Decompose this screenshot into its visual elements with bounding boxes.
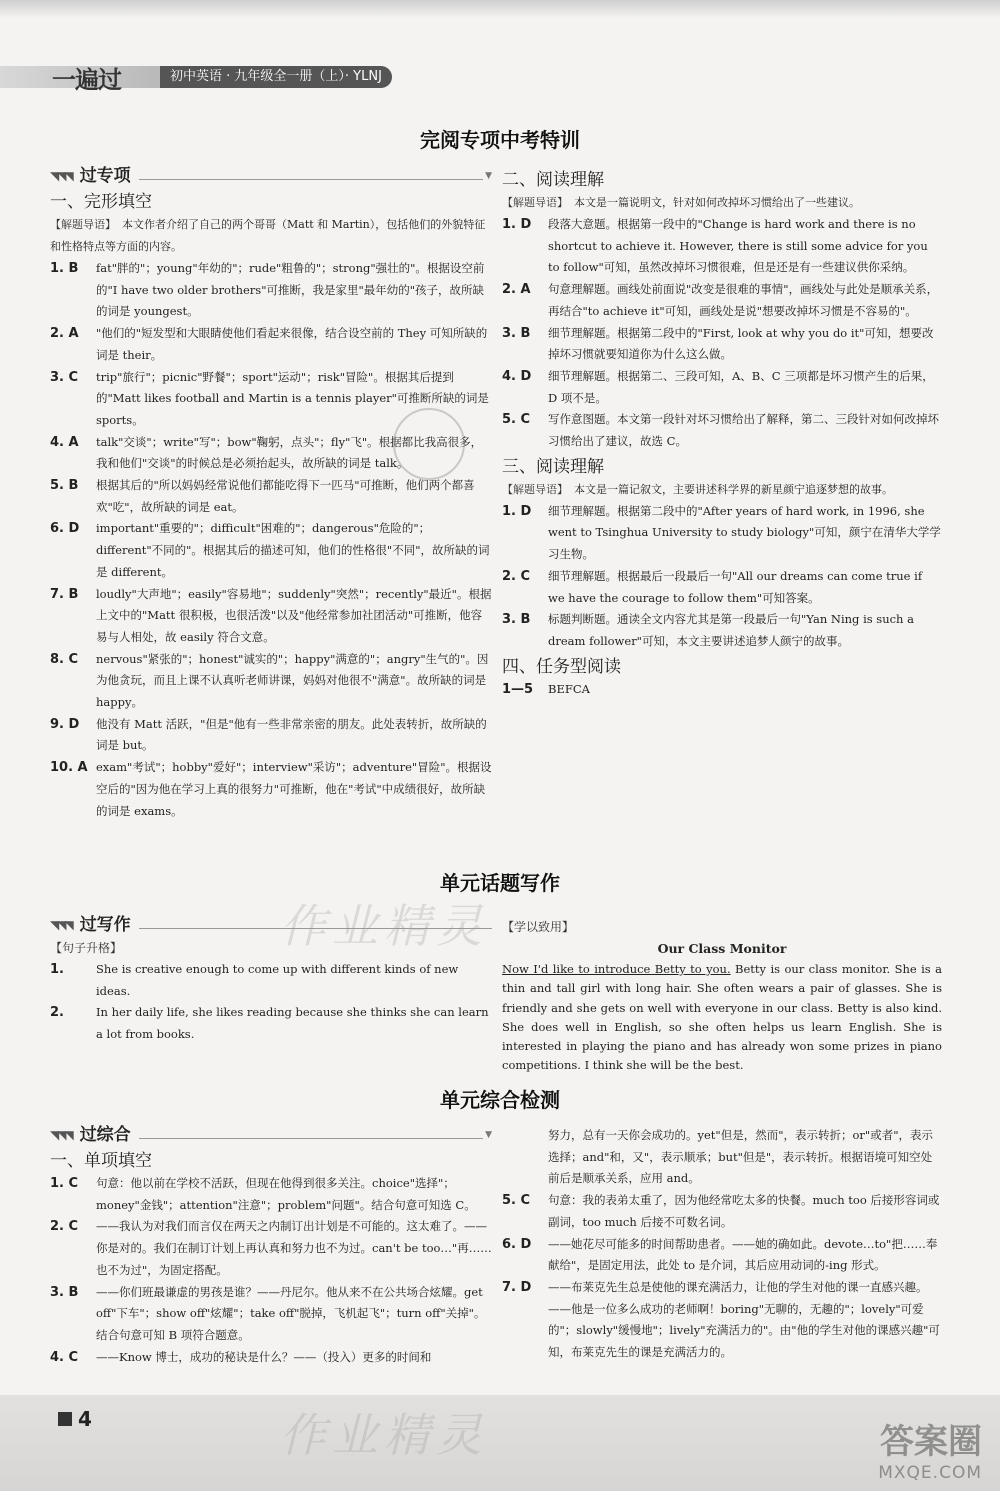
answer-num: 7. B — [50, 586, 79, 602]
answer-num: 5. C — [502, 1193, 531, 1209]
tag-label: 过综合 — [79, 1125, 131, 1146]
stamp-watermark — [393, 408, 465, 480]
section-title-writing: 单元话题写作 — [440, 871, 560, 895]
answer-text: 句意理解题。画线处前面说"改变是很难的事情"，画线处与此处是顺承关系，再结合"to achieve it"可知，画线处是说"想要改掉坏习惯是不容易的"。 — [548, 282, 939, 318]
header-logo: 一遍过 — [52, 66, 121, 94]
answer-text: 句意：他以前在学校不活跃，但现在他得到很多关注。choice"选择"；money"金钱"；attention"注意"；problem"问题"。结合句意可知选 C。 — [96, 1176, 476, 1212]
answer-num: 4. D — [502, 368, 532, 384]
single-choice-answers-right — [502, 1190, 942, 1364]
test-left-column — [50, 1125, 492, 1368]
answer-num: 6. D — [50, 521, 80, 537]
continued-answer — [502, 1125, 942, 1190]
reading-2-answers — [502, 214, 942, 453]
answer-num: 9. D — [50, 716, 80, 732]
guide-text: 本文是一篇记叙文，主要讲述科学界的新星颜宁追逐梦想的故事。 — [574, 482, 893, 496]
answer-text: BEFCA — [548, 681, 590, 696]
answer-num: 3. B — [502, 325, 531, 341]
sub-title-reading-3: 三、阅读理解 — [502, 456, 604, 477]
guide-text: 本文作者介绍了自己的两个哥哥（Matt 和 Martin），包括他们的外貌特征和性格特点等方面的内容。 — [50, 218, 486, 253]
answer-text: She is creative enough to come up with different kinds of new ideas. — [96, 962, 459, 998]
guide-label: 【解题导语】 — [502, 196, 568, 209]
answer-item — [50, 649, 492, 714]
tag-divider — [139, 1138, 483, 1139]
answer-text: loudly"大声地"；easily"容易地"；suddenly"突然"；recently"最近"。根据上文中的"Matt 很积极，也很活泼"以及"他经常参加社团活动"可推断，他容易与人相处，故 easily 符合文意。 — [96, 586, 492, 644]
answer-text: In her daily life, she likes reading because she thinks she can learn a lot from books. — [96, 1005, 489, 1042]
header-subtitle: 初中英语 · 九年级全一册（上）· YLNJ — [160, 66, 392, 88]
answer-item — [50, 714, 492, 757]
answer-text: ——你们班最谦虚的男孩是谁？——丹尼尔。他从来不在公共场合炫耀。get off"下车"；show off"炫耀"；take off"脱掉，飞机起飞"；turn off"关掉"。结合句意可知 B 项符合题意。 — [96, 1284, 486, 1342]
test-right-column — [502, 1125, 942, 1364]
answer-num: 3. B — [502, 612, 531, 628]
guide-reading-3 — [502, 479, 942, 501]
answer-item — [50, 1002, 492, 1045]
answer-item — [50, 518, 492, 583]
answer-num: 1—5 — [502, 681, 534, 697]
answer-item — [50, 959, 492, 1002]
answer-item — [50, 1216, 492, 1281]
answer-text: 细节理解题。根据最后一段最后一句"All our dreams can come true if we have the courage to follow them"可知答案。 — [548, 568, 923, 605]
answer-num: 4. C — [50, 1349, 79, 1365]
answer-text: ——Know 博士，成功的秘诀是什么？——（投入）更多的时间和 — [96, 1349, 432, 1364]
page-header — [0, 60, 470, 92]
right-top-column — [502, 166, 942, 700]
tag-guo-zhuanxiang — [50, 166, 492, 188]
answer-text: 细节理解题。根据第二、三段可知，A、B、C 三项都是坏习惯产生的后果，D 项不是。 — [548, 368, 934, 405]
answer-text: nervous"紧张的"；honest"诚实的"；happy"满意的"；angry"生气的"。因为他贪玩，而且上课不认真听老师讲课，妈妈对他很不"满意"。故所缺的词是 happy。 — [96, 651, 489, 710]
writing-right-column — [502, 916, 942, 1076]
tag-label: 过专项 — [79, 166, 131, 187]
tag-arrow-icon: ▼ — [485, 171, 492, 182]
answer-text: ——布莱克先生总是使他的课充满活力，让他的学生对他的课一直感兴趣。——他是一位多么成功的老师啊！boring"无聊的，无趣的"；lovely"可爱的"；slowly"缓慢地"；lively"充满活力的"。由"他的学生对他的课感兴趣"可知，布莱克先生的课是充满活力的。 — [548, 1279, 940, 1360]
answer-num: 3. C — [50, 369, 79, 385]
tag-mark-icon: ◥◥◥ — [50, 169, 72, 184]
watermark-text-mid: 作业精灵 — [280, 899, 488, 953]
answer-num: 4. A — [50, 434, 79, 450]
essay-body — [502, 960, 942, 1076]
answer-item — [502, 609, 942, 652]
answer-item — [502, 566, 942, 609]
cloze-answers — [50, 258, 492, 822]
answer-text: important"重要的"；difficult"困难的"；dangerous"危险的"；different"不同的"。根据其后的描述可知，他们的性格很"不同"，故所缺的词是 different。 — [96, 521, 490, 579]
essay-rest: Betty is our class monitor. She is a thin and tall girl with long hair. She often wears a pair of glasses. She is friendly and she gets on well with everyone in our class. Betty is also kind. She does well in English, so she often helps us learn English. She is interested in playing the piano and has already won some prizes in piano competitions. I think she will be the best. — [502, 962, 942, 1073]
answer-num: 1. B — [50, 261, 79, 276]
answer-item — [502, 1277, 942, 1364]
answer-num: 1. C — [50, 1176, 79, 1191]
page-number — [58, 1407, 92, 1431]
sentence-upgrade-answers — [50, 959, 492, 1046]
answer-num: 5. C — [502, 412, 531, 428]
reading-3-answers — [502, 501, 942, 653]
answer-text: 句意：我的表弟太重了，因为他经常吃太多的快餐。much too 后接形容词或副词，too much 后接不可数名词。 — [548, 1193, 940, 1229]
sub-title-task-reading: 四、任务型阅读 — [502, 656, 621, 677]
answer-text: 他没有 Matt 活跃，"但是"他有一些非常亲密的朋友。此处表转折，故所缺的词是 but。 — [96, 716, 487, 753]
guide-text: 本文是一篇说明文，针对如何改掉坏习惯给出了一些建议。 — [574, 196, 860, 209]
tag-guo-zonghe — [50, 1125, 492, 1147]
page-footer — [0, 1395, 1000, 1491]
answer-item — [502, 279, 942, 322]
watermark-text-footer: 作业精灵 — [280, 1408, 488, 1462]
sub-title-reading-2: 二、阅读理解 — [502, 170, 604, 190]
answer-num: 10. A — [50, 760, 88, 776]
small-tag-apply: 【学以致用】 — [502, 920, 575, 934]
answer-num: 8. C — [50, 651, 79, 667]
answer-num: 6. D — [502, 1236, 532, 1252]
answer-text: exam"考试"；hobby"爱好"；interview"采访"；adventure"冒险"。根据设空后的"因为他在学习上真的很努力"可推断，他在"考试"中成绩很好，故所缺的词是 exams。 — [96, 760, 492, 818]
tag-label: 过写作 — [79, 915, 131, 936]
essay-title: Our Class Monitor — [657, 941, 787, 956]
answer-num: 2. C — [50, 1219, 79, 1235]
answer-item — [502, 1190, 942, 1233]
section-title-reading: 完阅专项中考特训 — [420, 128, 580, 152]
answer-text: ——她花尽可能多的时间帮助患者。——她的确如此。devote…to"把……奉献给"，是固定用法，此处 to 是介词，其后应用动词的-ing 形式。 — [548, 1236, 938, 1273]
answer-num: 2. A — [502, 282, 531, 298]
answer-num: 5. B — [50, 478, 79, 494]
answer-item — [502, 409, 942, 452]
answer-item — [502, 323, 942, 366]
answer-num: 1. D — [502, 503, 532, 519]
answer-text: 写作意图题。本文第一段针对坏习惯给出了解释，第二、三段针对如何改掉坏习惯给出了建议，故选 C。 — [548, 412, 939, 449]
task-reading-answer — [502, 679, 942, 701]
answer-item — [502, 501, 942, 566]
answer-num: 7. D — [502, 1279, 532, 1295]
answer-text: 标题判断题。通读全文内容尤其是第一段最后一句"Yan Ning is such a dream follower"可知，本文主要讲述追梦人颜宁的故事。 — [548, 612, 914, 648]
guide-label: 【解题导语】 — [50, 218, 116, 231]
small-tag-sentence-upgrade: 【句子升格】 — [50, 941, 123, 955]
brand-line-1: 答案圈 — [880, 1422, 982, 1462]
section-title-test: 单元综合检测 — [440, 1088, 560, 1112]
page-number-text: 4 — [78, 1407, 92, 1431]
answer-text: ——我认为对我们而言仅在两天之内制订出计划是不可能的。这太难了。——你是对的。我们在制订计划上再认真和努力也不为过。can't be too…"再……也不为过"，为固定搭配。 — [96, 1219, 492, 1277]
answer-text: talk"交谈"；write"写"；bow"鞠躬，点头"；fly"飞"。根据都比我高很多，我和他们"交谈"的时候总是必须抬起头，故所缺的词是 talk。 — [96, 434, 483, 471]
answer-num: 2. A — [50, 326, 79, 342]
single-choice-answers-left — [50, 1173, 492, 1368]
tag-mark-icon: ◥◥◥ — [50, 1128, 72, 1143]
answer-item — [50, 584, 492, 649]
answer-text: "他们的"短发型和大眼睛使他们看起来很像，结合设空前的 They 可知所缺的词是 their。 — [96, 326, 488, 362]
guide-label: 【解题导语】 — [502, 482, 568, 496]
tag-divider — [139, 179, 483, 180]
answer-item — [50, 1173, 492, 1216]
answer-num — [502, 1125, 548, 1190]
tag-mark-icon: ◥◥◥ — [50, 918, 72, 933]
answer-num: 2. — [50, 1005, 64, 1021]
answer-text: 努力，总有一天你会成功的。yet"但是，然而"，表示转折；or"或者"，表示选择；and"和，又"，表示顺承；but"但是"，表示转折。根据语境可知空处前后是顺承关系，应用 and。 — [548, 1128, 933, 1186]
answer-num: 3. B — [50, 1284, 79, 1300]
guide-cloze — [50, 214, 492, 258]
left-top-column — [50, 166, 492, 822]
sub-title-single-choice: 一、单项填空 — [50, 1151, 152, 1171]
answer-num: 1. D — [502, 217, 532, 232]
answer-item — [50, 323, 492, 366]
sub-title-cloze: 一、完形填空 — [50, 192, 152, 212]
answer-text: 段落大意题。根据第一段中的"Change is hard work and there is no shortcut to achieve it. However, there is still some advice for you to follow"可知，虽然改掉坏习惯很难，但是还是有一些建议供你采纳。 — [548, 217, 928, 275]
answer-item — [502, 366, 942, 409]
tag-arrow-icon: ▼ — [485, 1130, 492, 1141]
page-square-icon — [58, 1412, 72, 1426]
answer-text: 根据其后的"所以妈妈经常说他们都能吃得下一匹马"可推断，他们两个都喜欢"吃"，故所缺的词是 eat。 — [96, 478, 475, 514]
answer-item — [50, 757, 492, 822]
answer-item — [502, 214, 942, 279]
answer-item — [50, 1347, 492, 1369]
essay-first-sentence: Now I'd like to introduce Betty to you. — [502, 962, 731, 976]
answer-item — [50, 1282, 492, 1347]
answer-text: trip"旅行"；picnic"野餐"；sport"运动"；risk"冒险"。根据其后提到的"Matt likes football and Martin is a tennis player"可推断所缺的词是 sports。 — [96, 369, 489, 427]
brand-watermark — [878, 1414, 982, 1483]
answer-item — [50, 258, 492, 323]
brand-line-2: MXQE.COM — [878, 1463, 982, 1483]
answer-text: 细节理解题。根据第二段中的"First, look at why you do it"可知，想要改掉坏习惯就要知道你为什么这么做。 — [548, 325, 934, 362]
top-shadow — [0, 0, 1000, 18]
answer-text: fat"胖的"；young"年幼的"；rude"粗鲁的"；strong"强壮的"。根据设空前的"I have two older brothers"可推断，我是家里"最年幼的"孩子，故所缺的词是 youngest。 — [96, 261, 485, 319]
guide-reading-2 — [502, 192, 942, 214]
answer-item — [50, 475, 492, 518]
answer-num: 1. — [50, 962, 64, 977]
answer-num: 2. C — [502, 568, 531, 584]
answer-text: 细节理解题。根据第二段中的"After years of hard work, in 1996, she went to Tsinghua University to study biology"可知，颜宁在清华大学学习生物。 — [548, 503, 941, 562]
answer-item — [502, 1234, 942, 1277]
